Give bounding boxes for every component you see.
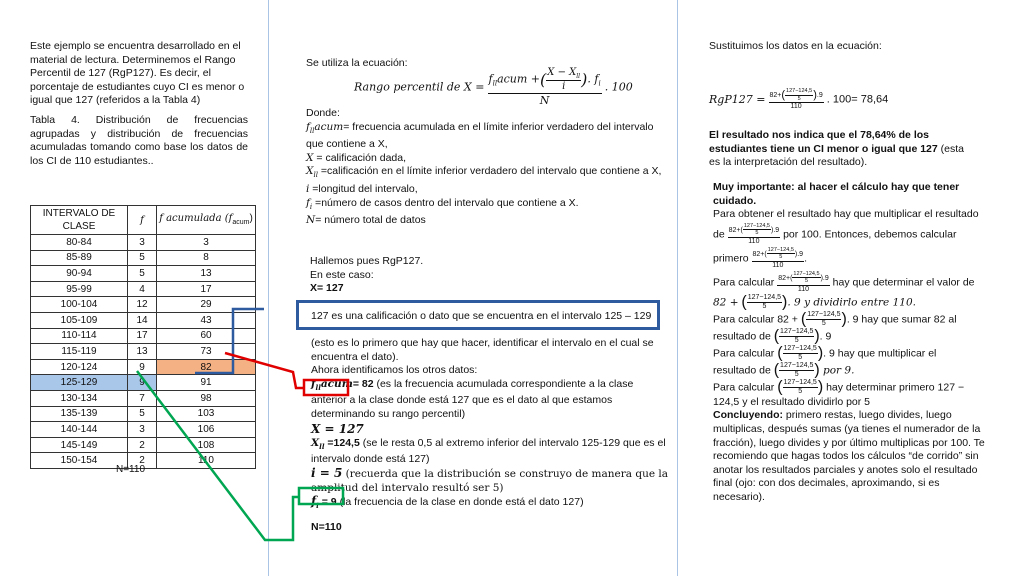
- facum-cell: 29: [157, 297, 256, 313]
- left-intro: Este ejemplo se encuentra desarrollado en el material de lectura. Determinemos el Rango Percentil de 127 (RgP127). Es decir, el porcentaje de estudiantes cuyo CI es menor o igual que 127 (referidos a la Tabla 4): [30, 40, 245, 107]
- f-cell: 13: [128, 344, 157, 360]
- interval-cell: 95-99: [31, 281, 128, 297]
- definitions: Donde: $f_{ll}acum=$ frecuencia acumulada en el límite inferior verdadero del intervalo que contiene a X, X = calificación dada, $X_{ll}$ =calificación en el límite inferior verdadero del intervalo que contiene a X, i =longitud del intervalo, $f_i$ =número de casos dentro del intervalo que contiene a X. N= número total de datos: [306, 107, 662, 227]
- frequency-table: [30, 205, 256, 469]
- facum-cell: 110: [157, 453, 256, 469]
- facum-cell: 60: [157, 328, 256, 344]
- table-row: [31, 297, 256, 313]
- facum-cell: 73: [157, 344, 256, 360]
- column-divider-left: [268, 0, 269, 576]
- f-cell: 2: [128, 453, 157, 469]
- facum-cell: 3: [157, 235, 256, 251]
- facum-cell: 106: [157, 422, 256, 438]
- sustitution-intro: Sustituimos los datos en la ecuación:: [709, 40, 882, 52]
- interval-cell: 110-114: [31, 328, 128, 344]
- result-interpretation: El resultado nos indica que el 78,64% de los estudiantes tiene un CI menor o igual que 127 (esta es la interpretación del resultado).: [709, 129, 964, 169]
- table-row: [31, 390, 256, 406]
- interval-cell: 130-134: [31, 390, 128, 406]
- percentile-equation: Rango percentil de X = $f_{ll}acum$ +( $\frac{X - X_{ll}}{i}$ ). $f_i$ N . 100: [354, 67, 633, 107]
- facum-cell: 17: [157, 281, 256, 297]
- header-f: f: [128, 206, 157, 235]
- f-cell: 7: [128, 390, 157, 406]
- rgp-equation: RgP127 = 82+( $\frac{127-124,5}{5}$ ).9 110 . 100= 78,64: [709, 88, 889, 110]
- facum-cell: 13: [157, 266, 256, 282]
- f-cell: 9: [128, 375, 157, 391]
- f-cell: 3: [128, 422, 157, 438]
- table-total: N=110: [116, 464, 146, 475]
- column-divider-right: [677, 0, 678, 576]
- header-facum: f acumulada $(f_{acum})$: [157, 206, 256, 235]
- facum-cell: 43: [157, 312, 256, 328]
- facum-cell: 103: [157, 406, 256, 422]
- f-cell: 3: [128, 235, 157, 251]
- f-cell: 14: [128, 312, 157, 328]
- facum-cell: 91: [157, 375, 256, 391]
- f-cell: 5: [128, 406, 157, 422]
- hallemos-block: Hallemos pues RgP127. En este caso: X= 127: [310, 255, 424, 295]
- f-cell: 4: [128, 281, 157, 297]
- f-cell: 17: [128, 328, 157, 344]
- table-row: [31, 359, 256, 375]
- facum-cell: 108: [157, 437, 256, 453]
- f-cell: 5: [128, 266, 157, 282]
- interval-cell: 120-124: [31, 359, 128, 375]
- interval-cell: 105-109: [31, 312, 128, 328]
- n-value: N=110: [311, 521, 342, 533]
- interval-cell: 115-119: [31, 344, 128, 360]
- interval-cell: 145-149: [31, 437, 128, 453]
- facum-cell: 82: [157, 359, 256, 375]
- table-row: [31, 312, 256, 328]
- facum-cell: 8: [157, 250, 256, 266]
- interval-cell: 140-144: [31, 422, 128, 438]
- table-row: [31, 235, 256, 251]
- table-row: [31, 375, 256, 391]
- interval-cell: 100-104: [31, 297, 128, 313]
- table-row: [31, 406, 256, 422]
- data-identification: (esto es lo primero que hay que hacer, identificar el intervalo en el cual se encuentra el dato). Ahora identificamos los otros datos: $f_{ll}acum= 82$ (es la frecuencia acumulada correspondiente a la clase anterior a la clase donde está 127 que es el dato al que estamos determinando su rango percentil) X = 127 $X_{ll} =124,5$ (se le resta 0,5 al extremo inferior del intervalo 125-129 que es el intervalo donde está 127) i = 5 (recuerda que la distribución se construyo de manera que la amplitud del intervalo resultó ser 5) $f_i = 9$ (la frecuencia de la clase en donde está el dato 127): [311, 337, 669, 511]
- facum-cell: 98: [157, 390, 256, 406]
- f-cell: 5: [128, 250, 157, 266]
- f-cell: 2: [128, 437, 157, 453]
- interval-cell: 80-84: [31, 235, 128, 251]
- table-row: [31, 344, 256, 360]
- header-interval: INTERVALO DE CLASE: [31, 206, 128, 235]
- interval-cell: 150-154: [31, 453, 128, 469]
- equation-intro: Se utiliza la ecuación:: [306, 57, 408, 69]
- table-row: [31, 437, 256, 453]
- interval-box-text: 127 es una calificación o dato que se encuentra en el intervalo 125 – 129: [311, 310, 652, 322]
- table-row: [31, 250, 256, 266]
- interval-cell: 90-94: [31, 266, 128, 282]
- interval-cell: 125-129: [31, 375, 128, 391]
- important-note: Muy importante: al hacer el cálculo hay que tener cuidado. Para obtener el resultado hay que multiplicar el resultado de 82+( $\frac{127-124,5}{5}$ ).9 110 por 100. Entonces, debemos calcular primero 82+( $\frac{127-124,5}{5}$ ).9 110 . Para calcular 82+( $\frac{127-124,5}{5}$ ).9 110 hay que determinar el valor de 82 + ( $\frac{127-124,5}{5}$ ). 9 y dividirlo entre 110. Para calcular 82 + ( $\frac{127-124,5}{5}$ ). 9 hay que sumar 82 al resultado de ( $\frac{127-124,5}{5}$ ). 9 Para calcular ( $\frac{127-124,5}{5}$ ). 9 hay que multiplicar el resultado de ( $\frac{127-124,5}{5}$ ) por 9. Para calcular ( $\frac{127-124,5}{5}$ ) hay determinar primero 127 − 124,5 y el resultado dividirlo por 5 Concluyendo: primero restas, luego divides, luego multiplicas, después sumas (ya tienes el numerador de la fracción), luego divides y por último multiplicas por 100. Te recomiendo que hagas todos los cálculos “de corrido” sin anotar los resultados parciales y anotes solo el resultado final (ojo: con dos decimales, aproximando, si es necesario).: [713, 181, 985, 503]
- interval-cell: 135-139: [31, 406, 128, 422]
- interval-cell: 85-89: [31, 250, 128, 266]
- table-row: [31, 281, 256, 297]
- table-row: [31, 422, 256, 438]
- table-row: [31, 266, 256, 282]
- table-header-row: [31, 206, 256, 235]
- table-caption: Tabla 4. Distribución de frecuencias agrupadas y distribución de frecuencias acumuladas tomando como base los datos de los CI de 110 estudiantes..: [30, 114, 248, 167]
- f-cell: 9: [128, 359, 157, 375]
- table-row: [31, 328, 256, 344]
- f-cell: 12: [128, 297, 157, 313]
